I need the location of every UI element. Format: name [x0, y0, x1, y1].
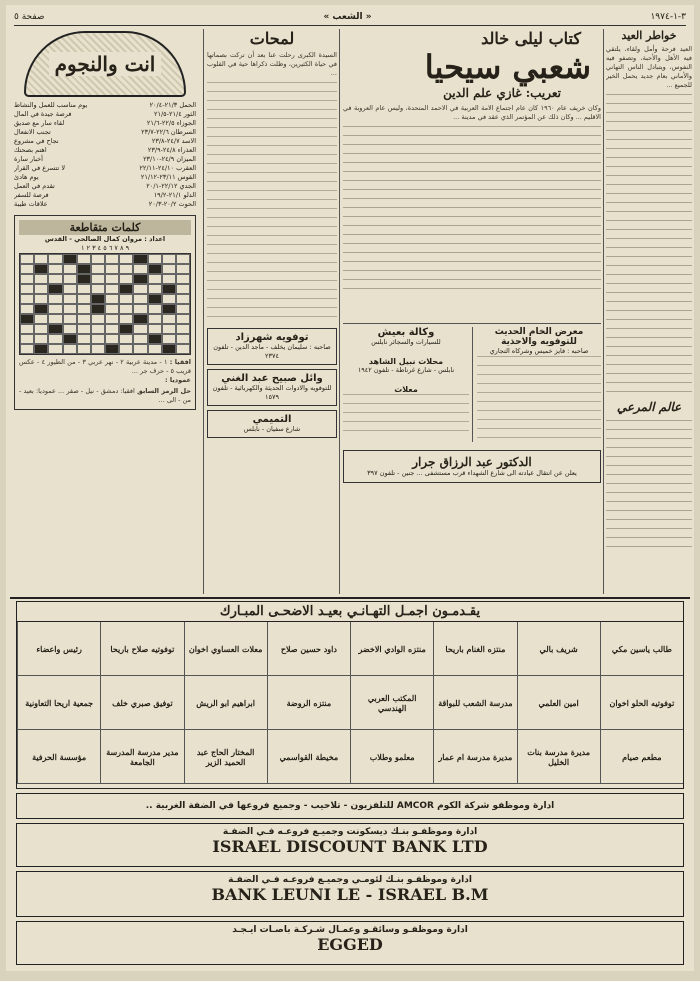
- crossword-cell: [176, 344, 190, 354]
- amcor-line: ادارة وموظفو شركة الكوم AMCOR للتلفزيون - تلاحيب - وجميع فروعها في الضفة الغربية ..: [145, 801, 555, 811]
- leumi-bank-ar: ادارة وموظفـو بنـك لئومـي وجميـع فروعـه فـي الضفـة: [228, 875, 472, 885]
- maariad-filler: [477, 356, 601, 442]
- crossword-cell: [162, 284, 176, 294]
- crossword-cell: [148, 324, 162, 334]
- crossword-cell: [77, 324, 91, 334]
- horoscope-reading: أخبار سارة: [14, 155, 43, 163]
- eid-greeting-cell: طالب ياسين مكي: [600, 622, 683, 676]
- ad-tamimi-title: التميمي: [252, 414, 292, 425]
- crossword-cell: [148, 284, 162, 294]
- crossword-cell: [63, 264, 77, 274]
- eid-greeting-cell: مدرسة الشعب للبواقة: [433, 676, 516, 730]
- crossword-cell: [176, 314, 190, 324]
- crossword-cell: [105, 324, 119, 334]
- crossword-cell: [133, 264, 147, 274]
- horoscope-reading: اهتم بصحتك: [14, 146, 47, 154]
- crossword-cell: [133, 344, 147, 354]
- ad-tamimi: [207, 410, 337, 438]
- horoscope-sign: الجدي ٢٢/١٢-٢٠/١: [146, 182, 196, 190]
- crossword-cell: [20, 274, 34, 284]
- crossword-cell: [34, 294, 48, 304]
- crossword-author: اعداد : مروان كمال الصالحي - القدس: [44, 235, 166, 243]
- eid-heading: يقـدمـون اجمـل التهـانـي بعيـد الاضحـى المبـارك: [17, 602, 683, 622]
- solution-text: افقيا: دمشق - نيل - صقر ... عموديا: بعيد - من - الى ...: [19, 387, 191, 404]
- eid-greeting-cell: رئيس واعضاء: [17, 622, 100, 676]
- horoscope-reading: تقدم في العمل: [14, 182, 55, 190]
- crossword-cell: [119, 314, 133, 324]
- horoscope-row: [14, 101, 196, 110]
- horoscope-list: [14, 101, 196, 209]
- eid-greeting-cell: مدير مدرسة المدرسة الجامعة: [100, 730, 183, 784]
- crossword-cell: [77, 294, 91, 304]
- crossword-cell: [63, 254, 77, 264]
- crossword-cell: [63, 344, 77, 354]
- wikala-sub: للسيارات والسجائر نابلس: [371, 338, 441, 346]
- crossword-cell: [148, 264, 162, 274]
- horoscope-row: [14, 128, 196, 137]
- crossword-cell: [176, 254, 190, 264]
- crossword-cell: [176, 334, 190, 344]
- column-right-filler: [606, 94, 692, 394]
- crossword-cell: [133, 324, 147, 334]
- horoscope-reading: علاقات طيبة: [14, 200, 48, 208]
- ad-tamimi-sub: شارع سفيان - نابلس: [243, 425, 301, 433]
- crossword-cell: [162, 324, 176, 334]
- issue-date: ٣-١-١٩٧٤: [650, 12, 686, 22]
- crossword-cell: [176, 294, 190, 304]
- crossword-cell: [162, 274, 176, 284]
- eid-greeting-cell: المكتب العربي الهندسي: [350, 676, 433, 730]
- crossword-cell: [148, 294, 162, 304]
- horoscope-sign: الاسد ٢٤/٧-٢٣/٨: [151, 137, 196, 145]
- column-left: [14, 29, 196, 594]
- crossword-cell: [133, 274, 147, 284]
- crossword-cell: [148, 334, 162, 344]
- eid-greeting-cell: شريف بالي: [517, 622, 600, 676]
- horoscope-reading: تجنب الانفعال: [14, 128, 51, 136]
- crossword-cell: [91, 314, 105, 324]
- crossword-cell: [133, 304, 147, 314]
- crossword-cell: [48, 314, 62, 324]
- notices-block: [343, 323, 601, 593]
- crossword-cell: [63, 274, 77, 284]
- crossword-cell: [105, 284, 119, 294]
- page-number: صفحة ٥: [14, 12, 45, 22]
- crossword-cell: [148, 304, 162, 314]
- crossword-cell: [48, 264, 62, 274]
- horoscope-row: [14, 110, 196, 119]
- crossword-cell: [63, 314, 77, 324]
- eid-greeting-cell: توفيق صبري خلف: [100, 676, 183, 730]
- eid-greeting-cell: توفوتيه صلاح باريحا: [100, 622, 183, 676]
- horoscope-reading: يوم هادئ: [14, 173, 39, 181]
- eid-greetings: [16, 601, 684, 789]
- eid-greeting-cell: مطعم صيام: [600, 730, 683, 784]
- book-feature: [343, 29, 601, 319]
- ad-shahrazad: [207, 328, 337, 365]
- crossword-cell: [148, 344, 162, 354]
- horoscope-row: [14, 200, 196, 209]
- crossword-cell: [20, 264, 34, 274]
- crossword-cell: [34, 334, 48, 344]
- discount-bank-en: ISRAEL DISCOUNT BANK LTD: [212, 837, 488, 856]
- crossword-cell: [34, 314, 48, 324]
- horoscope-sign: الثور ٢١/٤-٢١/٥: [153, 110, 196, 118]
- horoscope-reading: يوم مناسب للعمل والنشاط: [14, 101, 88, 109]
- horoscope-sign: السرطان ٢٢/٦-٢٣/٧: [141, 128, 196, 136]
- crossword-cell: [133, 314, 147, 324]
- horoscope-reading: لا تتسرع في القرار: [14, 164, 66, 172]
- horoscope-sign: العقرب ٢٤/١٠-٢٢/١١: [139, 164, 196, 172]
- book-subtitle: تعريب: غازي علم الدين: [443, 86, 561, 100]
- crossword-cell: [77, 304, 91, 314]
- eid-greeting-cell: مديرة مدرسة بنات الخليل: [517, 730, 600, 784]
- column-middle: [207, 29, 337, 594]
- crossword-cell: [34, 264, 48, 274]
- crossword-cell: [91, 294, 105, 304]
- horoscope-title: انت والنجوم: [49, 52, 162, 76]
- eid-greeting-cell: مخيطة القواسمي: [267, 730, 350, 784]
- crossword-cell: [176, 264, 190, 274]
- horoscope-row: [14, 155, 196, 164]
- crossword-cell: [119, 294, 133, 304]
- crossword-cell: [119, 284, 133, 294]
- ad-shahrazad-title: توفويه شهرزاد: [235, 332, 309, 343]
- horoscope-reading: فرصة جيدة في المال: [14, 110, 72, 118]
- horoscope-row: [14, 173, 196, 182]
- middle-body: السيدة الكبرى رحلت عنا بعد أن تركت بصماتها في حياة الكثيرين، وظلت ذكراها حية في القلوب ...: [207, 51, 337, 77]
- maalat-filler: [343, 394, 469, 434]
- crossword-cell: [176, 324, 190, 334]
- column-right-title: خواطر العيد: [621, 29, 677, 42]
- crossword-cell: [20, 324, 34, 334]
- crossword-cell: [34, 344, 48, 354]
- crossword-cell: [63, 284, 77, 294]
- horoscope-sign: الجوزاء ٢٢/٥-٢١/٦: [146, 119, 196, 127]
- crossword-cell: [162, 294, 176, 304]
- crossword-grid: [19, 253, 191, 355]
- crossword-cell: [176, 304, 190, 314]
- horoscope-row: [14, 146, 196, 155]
- crossword-cell: [119, 274, 133, 284]
- crossword-cell: [162, 254, 176, 264]
- horoscope-sign: القوس ٢٣/١١-٢١/١٢: [140, 173, 196, 181]
- crossword-cell: [77, 314, 91, 324]
- horoscope-row: [14, 164, 196, 173]
- mahalat-sub: نابلس - شارع غرناطة - تلفون ١٩٤٢: [357, 366, 455, 374]
- eid-greeting-cell: معلمو وطلاب: [350, 730, 433, 784]
- crossword-cell: [105, 274, 119, 284]
- eid-greeting-cell: مديرة مدرسة ام عمار: [433, 730, 516, 784]
- crossword-cell: [176, 284, 190, 294]
- eid-greeting-cell: المختار الحاج عبد الحميد الزير: [184, 730, 267, 784]
- book-body-filler: [343, 126, 601, 296]
- crossword-box: [14, 215, 196, 410]
- crossword-cell: [119, 264, 133, 274]
- crossword-cell: [48, 334, 62, 344]
- crossword-clues: ١ - مدينة عربية ٢ - نهر عربي ٣ - من الطيور ٤ - عكس قريب ٥ - حرف جر ...: [19, 358, 191, 375]
- horoscope-reading: فرصة للسفر: [14, 191, 49, 199]
- column-right-body: العيد فرحة وأمل ولقاء، يلتقي فيه الأهل والأحبة، وتصفو فيه النفوس، ويتبادل الناس التهاني والأماني بعام جديد يحمل الخير للجميع ...: [606, 45, 692, 89]
- horoscope-row: [14, 119, 196, 128]
- crossword-cell: [105, 254, 119, 264]
- eid-greeting-cell: مؤسسة الحرفية: [17, 730, 100, 784]
- crossword-cell: [48, 344, 62, 354]
- maariad-owner: صاحبه : فايز خميس وشركاه التجاري: [489, 347, 589, 355]
- horoscope-row: [14, 191, 196, 200]
- crossword-cell: [162, 304, 176, 314]
- wikala-title: وكالة بعيش: [377, 327, 435, 338]
- column-right: [606, 29, 692, 594]
- eid-greeting-cell: معلات العساوي اخوان: [184, 622, 267, 676]
- crossword-cell: [20, 284, 34, 294]
- crossword-cell: [162, 334, 176, 344]
- discount-bank-ar: ادارة وموظفـو بنـك ديسكونت وجميـع فروعـه فـي الضفـة: [222, 827, 478, 837]
- crossword-cell: [77, 334, 91, 344]
- crossword-title: كلمات متقاطعة: [19, 220, 191, 235]
- crossword-cell: [48, 294, 62, 304]
- crossword-cell: [133, 284, 147, 294]
- horoscope-row: [14, 137, 196, 146]
- horoscope-reading: لقاء سار مع صديق: [14, 119, 65, 127]
- crossword-cell: [119, 254, 133, 264]
- ad-wael: [207, 369, 337, 406]
- crossword-cell: [34, 284, 48, 294]
- crossword-cell: [105, 314, 119, 324]
- egged-ar: ادارة وموظفـو وسائقـو وعمـال شـركـة باصـات ايـجـد: [232, 925, 468, 935]
- down-label: عموديا :: [165, 376, 191, 384]
- crossword-cell: [77, 254, 91, 264]
- crossword-cell: [148, 254, 162, 264]
- eid-greeting-cell: توفوتيه الحلو اخوان: [600, 676, 683, 730]
- crossword-cell: [105, 344, 119, 354]
- crossword-cell: [63, 294, 77, 304]
- horoscope-sign: الميزان ٢٤/٩-٢٣/١٠: [143, 155, 196, 163]
- maalat-title: معلات: [394, 385, 418, 394]
- doctor-notice: [343, 450, 601, 483]
- maariad-title: معرض الخام الحديث للتوفويه والاحذية: [494, 327, 584, 347]
- crossword-cell: [91, 284, 105, 294]
- crossword-cell: [48, 254, 62, 264]
- eid-greeting-cell: منتزه الروضة: [267, 676, 350, 730]
- newspaper-name: « الشعب »: [323, 12, 372, 22]
- crossword-cell: [20, 294, 34, 304]
- horoscope-reading: نجاح في مشروع: [14, 137, 59, 145]
- author-signature: عالم المرعي: [616, 400, 682, 414]
- ad-wael-title: وائل صبيح عبد الغني: [221, 373, 323, 384]
- crossword-cell: [176, 274, 190, 284]
- leumi-bank-ad: [16, 871, 684, 917]
- middle-title: لمحات: [249, 29, 295, 48]
- crossword-cell: [133, 334, 147, 344]
- crossword-cell: [34, 254, 48, 264]
- ad-shahrazad-sub: صاحبه : سليمان يخلف - ماجد الدين - تلفون ٢٣٧٤: [213, 343, 331, 360]
- eid-greeting-cell: منتزه الغنام باريحا: [433, 622, 516, 676]
- ad-wael-sub: للتوفويه والادوات الحديثة والكهربائية - تلفون ١٥٧٩: [212, 384, 332, 401]
- crossword-cell: [48, 284, 62, 294]
- crossword-cell: [34, 274, 48, 284]
- crossword-cell: [162, 314, 176, 324]
- crossword-cell: [91, 304, 105, 314]
- crossword-cell: [91, 274, 105, 284]
- column-right-filler-2: [606, 420, 692, 550]
- crossword-cell: [133, 294, 147, 304]
- crossword-cell: [48, 324, 62, 334]
- crossword-cell: [119, 324, 133, 334]
- crossword-cell: [20, 304, 34, 314]
- across-label: افقيا :: [169, 358, 191, 366]
- doctor-sub: يعلن عن انتقال عيادته الى شارع الشهداء قرب مستشفى ... جنين - تلفون ٣٩٧: [367, 469, 577, 477]
- crossword-cell: [119, 304, 133, 314]
- crossword-cell: [148, 314, 162, 324]
- amcor-ad: [16, 793, 684, 819]
- mahalat-title: محلات نبيل الشاهد: [368, 357, 444, 366]
- crossword-cell: [77, 284, 91, 294]
- crossword-cell: [133, 254, 147, 264]
- horoscope-row: [14, 182, 196, 191]
- crossword-cell: [20, 334, 34, 344]
- crossword-cell: [77, 264, 91, 274]
- horoscope-sign: الحوت ٢٠/٢-٢٠/٣: [148, 200, 196, 208]
- crossword-cell: [105, 334, 119, 344]
- crossword-cell: [162, 264, 176, 274]
- eid-greeting-cell: جمعية اريحا التعاونية: [17, 676, 100, 730]
- egged-ad: [16, 921, 684, 965]
- horoscope-sign: الحمل ٢١/٣-٢٠/٤: [149, 101, 196, 109]
- crossword-cell: [20, 344, 34, 354]
- crossword-cell: [48, 304, 62, 314]
- egged-en: EGGED: [317, 935, 383, 954]
- crossword-cell: [77, 344, 91, 354]
- book-kicker: كتاب ليلى خالد: [481, 29, 581, 48]
- leumi-bank-en: BANK LEUNI LE - ISRAEL B.M: [211, 885, 489, 904]
- crossword-cell: [91, 334, 105, 344]
- crossword-cell: [91, 324, 105, 334]
- crossword-cell: [162, 344, 176, 354]
- crossword-cell: [77, 274, 91, 284]
- eid-greeting-cell: منتزه الوادي الاخضر: [350, 622, 433, 676]
- eid-greeting-cell: ابراهيم ابو الريش: [184, 676, 267, 730]
- crossword-cell: [91, 344, 105, 354]
- newspaper-page: [6, 5, 694, 971]
- crossword-cell: [105, 294, 119, 304]
- crossword-cell: [63, 334, 77, 344]
- crossword-cell: [91, 264, 105, 274]
- crossword-cell: [119, 334, 133, 344]
- crossword-cell: [91, 254, 105, 264]
- crossword-cell: [105, 264, 119, 274]
- page-header: [14, 9, 686, 26]
- eid-greeting-cell: امين العلمي: [517, 676, 600, 730]
- doctor-title: الدكتور عبد الرزاق جرار: [412, 455, 532, 469]
- eid-greeting-cell: داود حسين صلاح: [267, 622, 350, 676]
- crossword-cell: [119, 344, 133, 354]
- crossword-cell: [20, 314, 34, 324]
- book-body: وكان خريف عام ١٩٦٠ كان عام اجتماع الامة العربية في الاحمد المتحدة، وليس عام العروبة في الاقليم ... وكان ذلك عن المؤتمر الذي عقد في مدينة ...: [343, 104, 601, 121]
- horoscope-sign: العذراء ٢٤/٨-٢٣/٩: [147, 146, 196, 154]
- horoscope-sign: الدلو ٢١/١-١٩/٢: [153, 191, 196, 199]
- horoscope-banner: [24, 31, 186, 97]
- crossword-cell: [20, 254, 34, 264]
- book-title: شعبي سيحيا: [424, 48, 591, 86]
- crossword-cell: [148, 274, 162, 284]
- crossword-cell: [105, 304, 119, 314]
- solution-label: حل الرمز السابق: [136, 387, 191, 395]
- crossword-numbers: ٩ ٨ ٧ ٦ ٥ ٤ ٣ ٢ ١: [80, 244, 130, 252]
- middle-body-filler: [207, 82, 337, 322]
- eid-grid: [17, 622, 683, 784]
- discount-bank-ad: [16, 823, 684, 867]
- crossword-cell: [48, 274, 62, 284]
- crossword-cell: [63, 304, 77, 314]
- crossword-cell: [34, 324, 48, 334]
- crossword-cell: [34, 304, 48, 314]
- crossword-cell: [63, 324, 77, 334]
